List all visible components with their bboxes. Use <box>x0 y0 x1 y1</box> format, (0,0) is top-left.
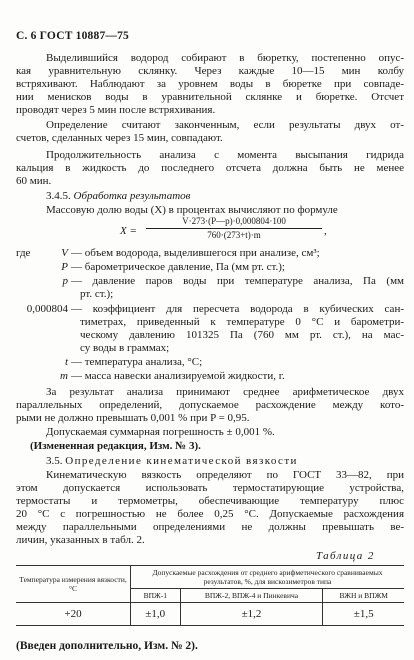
def-desc: — масса навески анализируемой жидкости, г. <box>71 370 285 382</box>
def-term: P <box>61 261 68 273</box>
section-heading-345 <box>46 190 190 203</box>
table-subheader: ВПЖ-1 <box>131 589 181 603</box>
section-title: Определение кинематической вязкости <box>65 455 298 467</box>
paragraph-line: встряхивают. Наблюдают за уровнем воды в бюретке при совпаде- <box>16 78 404 90</box>
paragraph-line: кальция в жидкость до последнего отсчета должна быть не менее <box>16 162 404 174</box>
paragraph-line: счетов, сделанных через 15 мин, совпадают. <box>16 132 223 144</box>
paragraph-line: Выделившийся водород собирают в бюретку, постепенно опус- <box>46 52 404 64</box>
formula-intro: Массовую долю воды (X) в процентах вычисляют по формуле <box>46 204 338 216</box>
def-term: m <box>60 370 68 382</box>
paragraph-line: За результат анализа принимают среднее арифметическое двух <box>46 386 404 398</box>
paragraph-line: 20 °С с погрешностью не более 0,25 °С. Допускаемые расхождения <box>16 508 404 520</box>
paragraph-line: Продолжительность анализа с момента высыпания гидрида <box>46 149 404 161</box>
table-cell: ±1,2 <box>180 603 323 626</box>
formula-numerator: V·273·(P—p)·0,000804·100 <box>146 216 322 229</box>
paragraph-line: между параллельными определениями не должны превышать ве- <box>16 521 404 533</box>
paragraph-line: рыми не должно превышать 0,001 % при P = 0,95. <box>16 412 250 424</box>
paragraph-line: 60 мин. <box>16 175 52 187</box>
table-caption: Таблица 2 <box>316 550 375 562</box>
paragraph-line: Кинематическую вязкость определяют по ГОСТ 33—82, при <box>46 469 404 481</box>
paragraph-line: этом допускается использовать термостатирующие устройства, <box>16 482 404 494</box>
table-cell: ±1,5 <box>323 603 404 626</box>
def-term: 0,000804 <box>26 303 68 315</box>
table-header-temperature: Температура измерения вязкости, °С <box>16 566 131 603</box>
table-2 <box>16 565 404 626</box>
paragraph-line: Допускаемая суммарная погрешность ± 0,001 %. <box>46 426 275 438</box>
section-number: 3.5. <box>46 455 66 467</box>
paragraph-line: нии менисков воды в уравнительной склянке и бюретке. Отсчет <box>16 91 404 103</box>
page-header: С. 6 ГОСТ 10887—75 <box>16 30 129 42</box>
def-term: p <box>62 275 68 287</box>
where-label: где <box>16 247 31 259</box>
section-heading-35 <box>46 455 298 468</box>
paragraph-line: личин, указанных в табл. 2. <box>16 534 145 546</box>
def-desc: тиметрах, приведенный к температуре 0 °С и барометри- <box>80 316 404 328</box>
formula-fraction <box>146 216 322 241</box>
change-note-2: (Введен дополнительно, Изм. № 2). <box>16 640 198 652</box>
formula-tail: , <box>324 225 327 237</box>
formula-denominator: 760·(273+t)·m <box>207 230 261 240</box>
change-note-3: (Измененная редакция, Изм. № 3). <box>30 440 201 452</box>
table-cell: ±1,0 <box>131 603 181 626</box>
table-subheader: ВПЖ-2, ВПЖ-4 и Пинкевича <box>180 589 323 603</box>
table-subheader: ВЖН и ВПЖМ <box>323 589 404 603</box>
section-number: 3.4.5. <box>46 190 74 202</box>
paragraph-line: Определение считают законченным, если результаты двух от- <box>46 119 404 131</box>
table-cell: +20 <box>16 603 131 626</box>
paragraph-line: термостаты и термометры, обеспечивающие температуру плюс <box>16 495 404 507</box>
paragraph-line: кая уравнительную склянку. Через каждые 10—15 мин колбу <box>16 65 404 77</box>
def-term: V <box>61 247 68 259</box>
section-title: Обработка результатов <box>73 190 191 202</box>
paragraph-line: проводят через 5 мин после встряхивания. <box>16 104 216 116</box>
paragraph-line: параллельных определений, допускаемое расхождение между кото- <box>16 399 404 411</box>
table-row <box>16 603 404 626</box>
table-header-group: Допускаемые расхождения от среднего арифметического сравниваемых результатов, %, для вискозиметров типа <box>131 566 405 589</box>
def-desc: — коэффициент для пересчета водорода в кубических сан- <box>71 303 404 315</box>
def-desc: — барометрическое давление, Па (мм рт. ст.); <box>71 261 285 273</box>
def-term: t <box>64 356 68 368</box>
def-desc: ческому давлению 101325 Па (760 мм рт. ст.), на мас- <box>80 329 404 341</box>
def-desc: — температура анализа, °С; <box>71 356 203 368</box>
formula-lhs: X = <box>120 225 137 237</box>
def-desc: — объем водорода, выделившегося при анализе, см³; <box>71 247 320 259</box>
def-desc: су воды в граммах; <box>80 342 170 354</box>
def-desc: — давление паров воды при температуре анализа, Па (мм <box>71 275 404 287</box>
def-desc: рт. ст.); <box>80 288 114 300</box>
